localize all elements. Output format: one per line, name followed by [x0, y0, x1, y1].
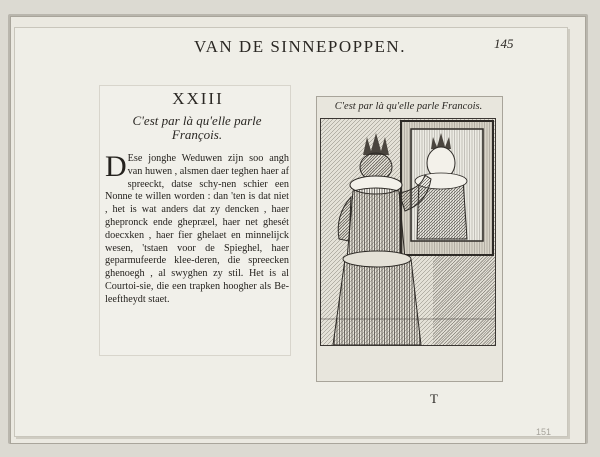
plate-caption: C'est par là qu'elle parle Francois. — [334, 101, 483, 112]
emblem-motto: C'est par là qu'elle parle François. — [132, 113, 262, 142]
running-title: VAN DE SINNEPOPPEN. — [194, 37, 406, 56]
page-folio: 145 — [494, 36, 514, 51]
emblem-numeral: XXIII — [172, 89, 224, 108]
emblem-body-text — [105, 150, 289, 307]
signature-mark: T — [430, 391, 438, 406]
pencil-page-number: 151 — [536, 427, 552, 437]
body-paragraph: Ese jonghe Weduwen zijn soo angh van huwen , alsmen daer teghen haer af spreeckt, datse schy-nen schier een Nonne te willen worden : dan 'ten is dat niet , het is wat anders dat zy dencken , haer ghepronck ende ghepræel, haer net ghesét doecxken , haer fier ghelaet en minnelijck wesen, 'tstaen voor de Spieghel, haer geparmufeerde klee-deren, die spreecken ghenoegh , al swyghen zy stil. Het is al Courtoi-sie, die een trapken hoogher als Be-leeftheydt staet. — [105, 153, 289, 305]
engraving-image — [320, 118, 496, 346]
drop-capital: D — [105, 150, 127, 183]
